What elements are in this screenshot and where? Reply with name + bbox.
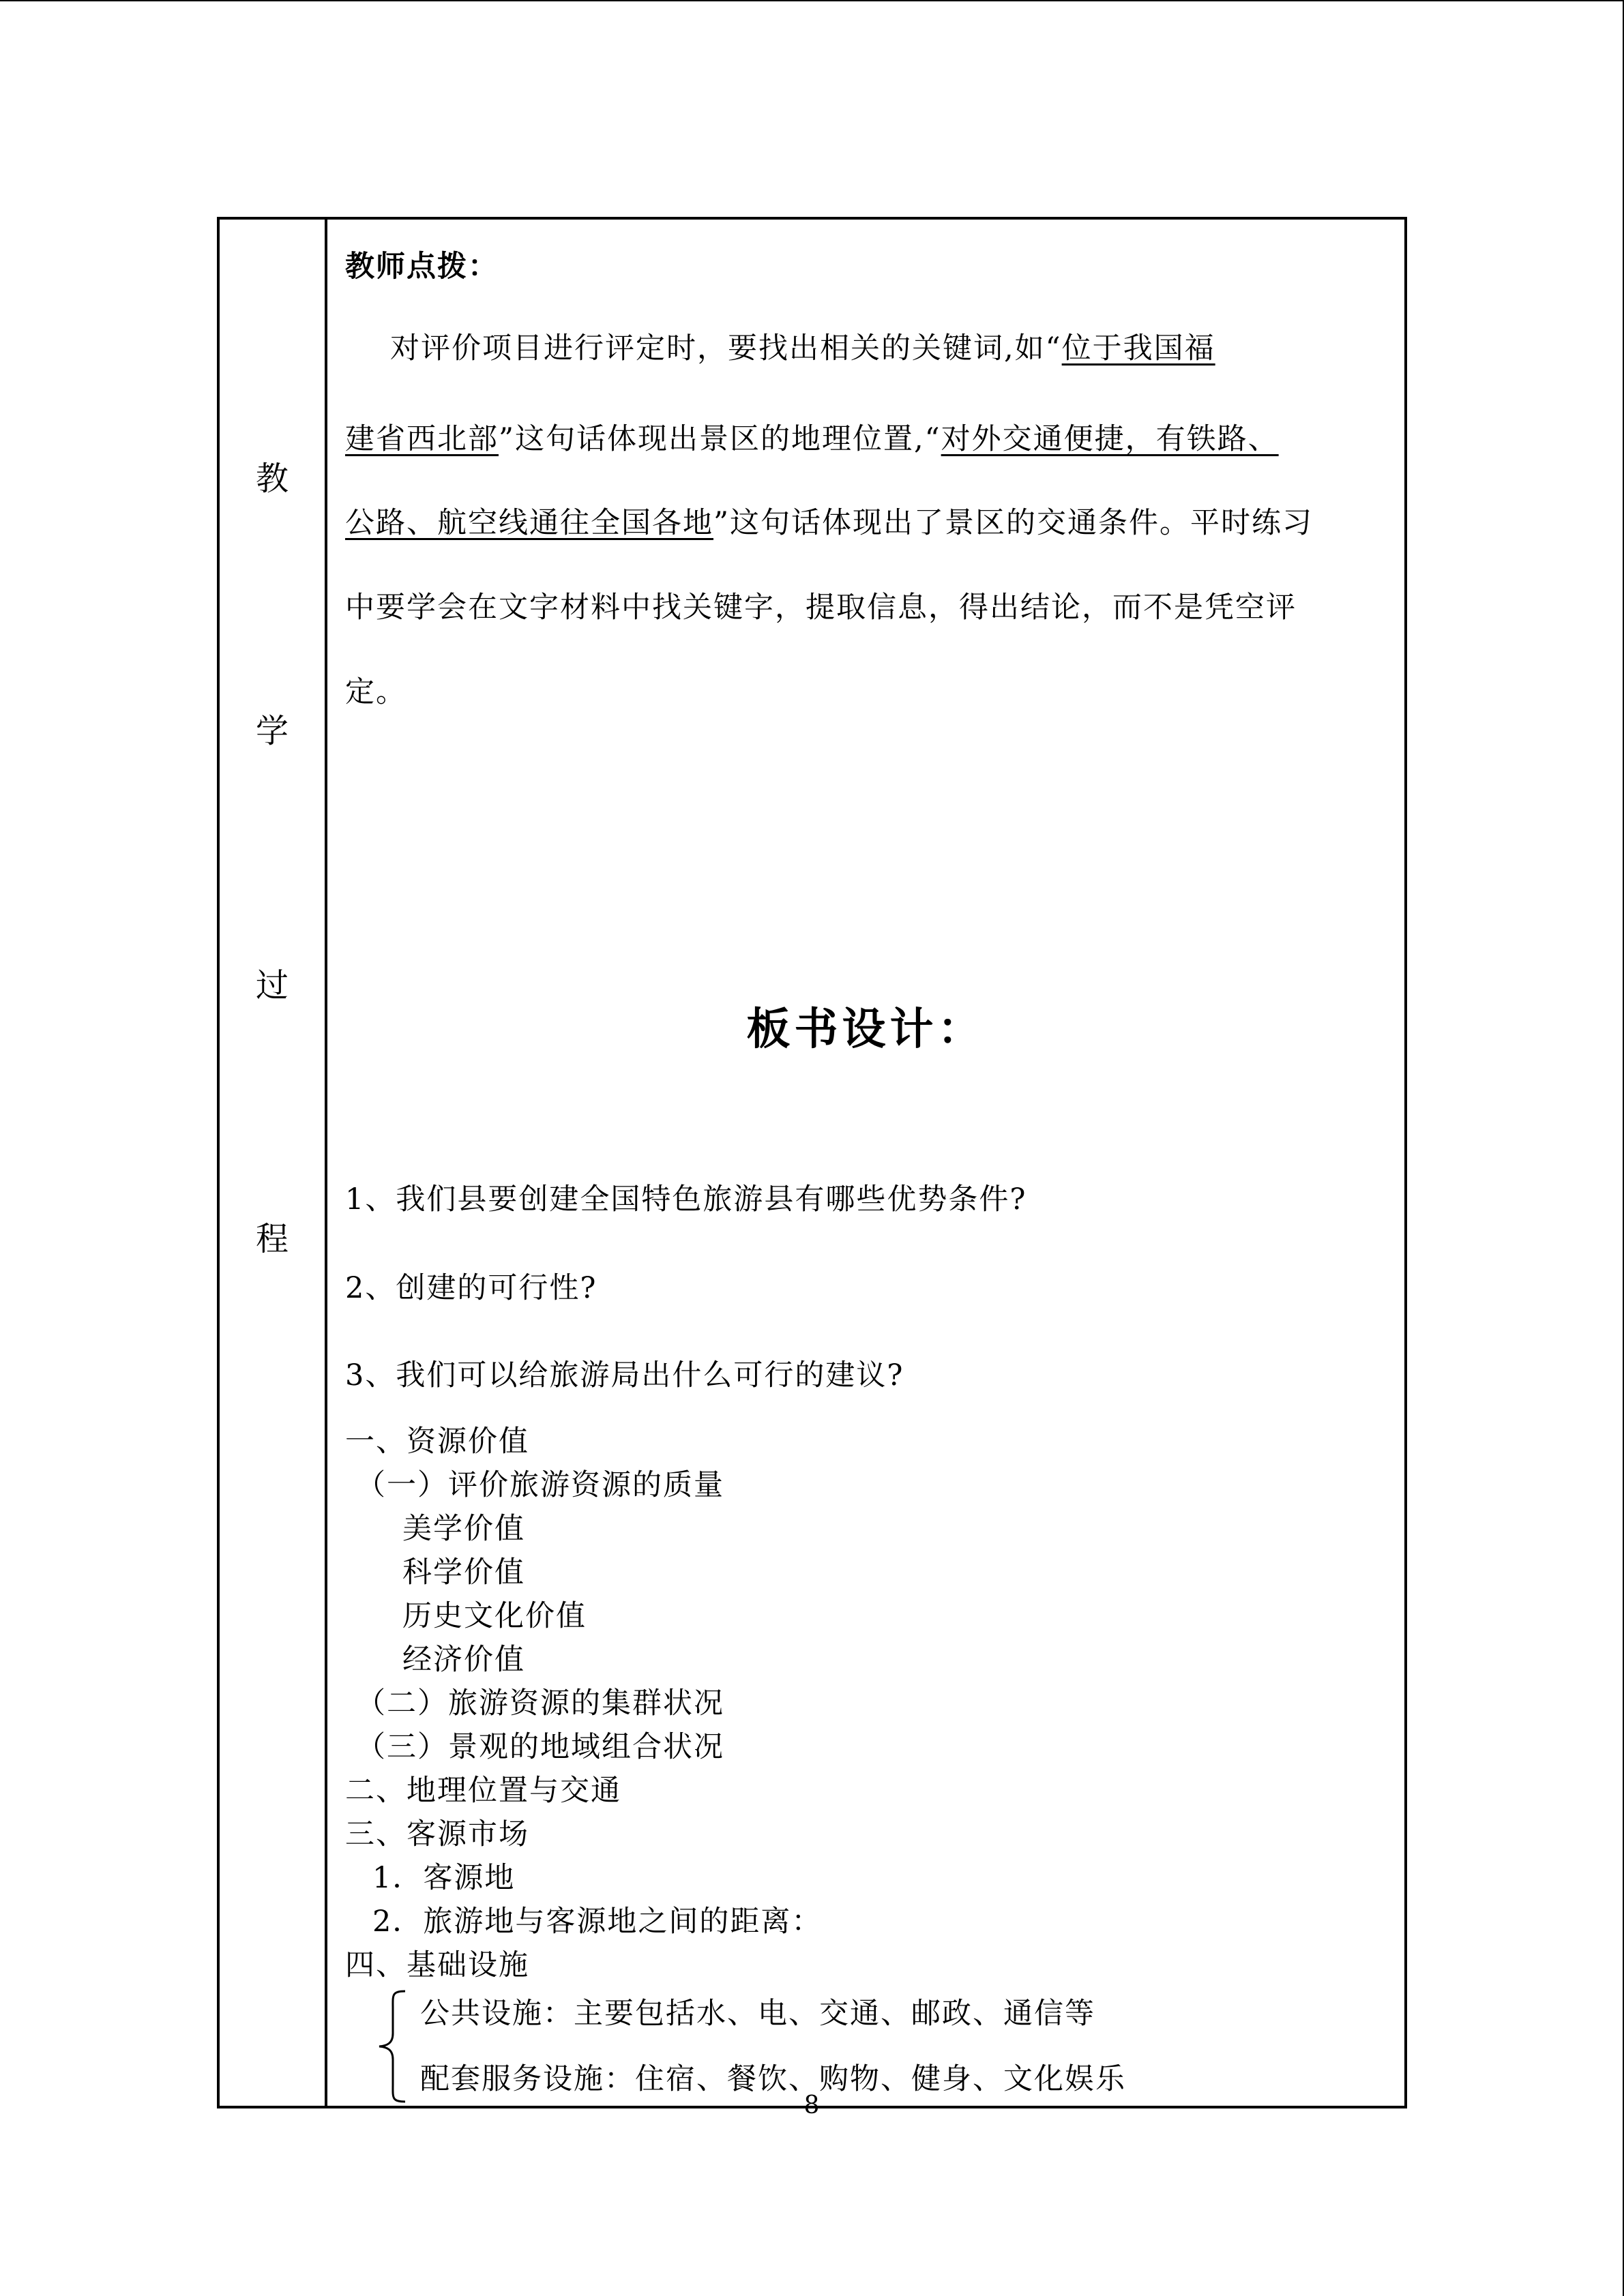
outline-item: 经济价值	[402, 1643, 525, 1677]
tip-line1-quote: “	[1045, 331, 1062, 366]
side-label-char-3: 过	[255, 966, 289, 1004]
content-cell	[327, 220, 1404, 2106]
outline-item: 三、客源市场	[345, 1817, 529, 1851]
teacher-tip-line-4: 中要学会在文字材料中找关键字，提取信息，得出结论，而不是凭空评	[345, 591, 1297, 625]
outline-item: 历史文化价值	[402, 1599, 587, 1633]
tip-line3-rest: ”这句话体现出了景区的交通条件。平时练习	[713, 506, 1313, 540]
board-design-title: 板书设计：	[746, 1004, 986, 1055]
tip-line1-prefix: 对评价项目进行评定时，要找出相关的关键词,如	[390, 331, 1046, 366]
teacher-tip-line-1	[390, 330, 1215, 367]
keyword-location: 位于我国福	[1061, 331, 1215, 366]
outline-item: （三）景观的地域组合状况	[356, 1730, 724, 1764]
facility-service: 配套服务设施：住宿、餐饮、购物、健身、文化娱乐	[420, 2062, 1126, 2096]
keyword-transport-cont: 公路、航空线通往全国各地	[345, 506, 713, 540]
outline-item: 1．客源地	[372, 1861, 516, 1895]
outline-item: 美学价值	[402, 1512, 525, 1546]
board-question-1: 1、我们县要创建全国特色旅游县有哪些优势条件?	[345, 1182, 1027, 1217]
tip-line2-mid: ”这句话体现出景区的地理位置,“	[499, 422, 941, 456]
outline-item: 四、基础设施	[345, 1948, 529, 1982]
outline-item: （二）旅游资源的集群状况	[356, 1686, 724, 1720]
board-question-3: 3、我们可以给旅游局出什么可行的建议?	[345, 1358, 904, 1392]
side-label-char-4: 程	[255, 1220, 289, 1258]
outline-item: 科学价值	[402, 1555, 525, 1590]
page-number: 8	[803, 2091, 820, 2119]
lesson-table	[217, 217, 1407, 2108]
keyword-location-cont: 建省西北部	[345, 422, 499, 456]
outline-item: （一）评价旅游资源的质量	[356, 1468, 724, 1502]
keyword-transport: 对外交通便捷，有铁路、	[941, 422, 1279, 456]
board-question-2: 2、创建的可行性?	[345, 1271, 597, 1305]
outline-item: 2．旅游地与客源地之间的距离：	[372, 1905, 823, 1939]
teacher-tip-line-5: 定。	[345, 675, 407, 709]
outline-item: 二、地理位置与交通	[345, 1774, 621, 1808]
outline-item: 一、资源价值	[345, 1425, 529, 1459]
teacher-tip-line-3	[345, 505, 1313, 541]
facility-public: 公共设施：主要包括水、电、交通、邮政、通信等	[420, 1997, 1095, 2031]
side-label-char-2: 学	[255, 712, 289, 750]
curly-brace-icon	[375, 1988, 409, 2104]
side-label-char-1: 教	[255, 460, 289, 498]
teacher-tip-heading: 教师点拨：	[345, 250, 499, 284]
teacher-tip-line-2	[345, 421, 1279, 458]
